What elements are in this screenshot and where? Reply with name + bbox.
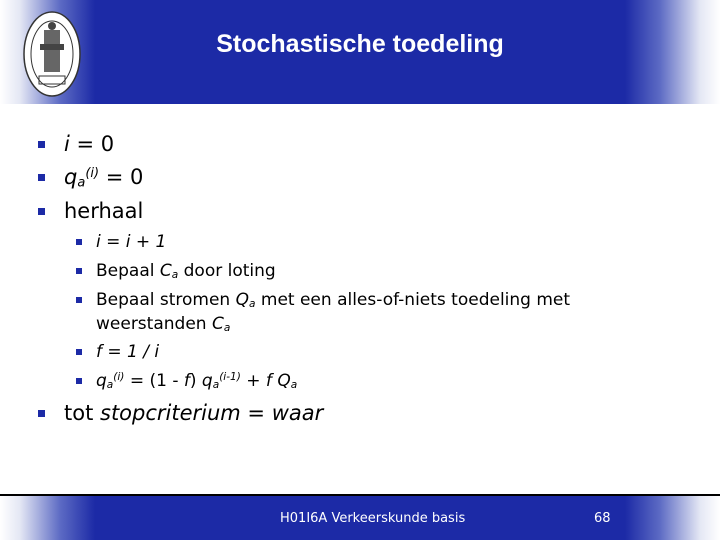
var-q: Q (235, 290, 250, 310)
sub-a: a (212, 379, 220, 392)
var-f: f (183, 371, 190, 391)
var-q-upper: Q (277, 371, 291, 391)
sub-a: a (249, 298, 256, 311)
text: + (240, 371, 266, 391)
sup-i: (i) (113, 371, 125, 384)
bullet-tot-stopcriterium (64, 401, 323, 425)
bullet-marker (76, 268, 82, 274)
sub-a: a (223, 322, 231, 335)
sup-i-minus-1: (i-1) (219, 371, 241, 384)
bullet-marker (38, 410, 45, 417)
text: tot (64, 401, 94, 425)
subbullet-bepaal-q (96, 290, 570, 310)
text: door loting (178, 261, 276, 281)
italic-text: stopcriterium = waar (93, 401, 324, 425)
subbullet-bepaal-q-continued (96, 314, 230, 334)
var-f: f (265, 371, 272, 391)
bullet-marker (76, 239, 82, 245)
text: = 0 (99, 165, 144, 189)
bullet-marker (38, 174, 45, 181)
sup-i: (i) (85, 165, 100, 181)
header-band (0, 0, 720, 104)
text: ) (189, 371, 202, 391)
page-number: 68 (594, 511, 611, 526)
subbullet-bepaal-c (96, 261, 276, 281)
bullet-marker (76, 349, 82, 355)
text: Bepaal (96, 261, 160, 281)
var-i: i (64, 132, 70, 156)
footer-band (0, 494, 720, 540)
bullet-q-zero (64, 165, 143, 189)
text: herhaal (64, 199, 144, 223)
subbullet-increment (96, 232, 166, 252)
text: = 0 (69, 132, 115, 156)
sub-a: a (290, 379, 298, 392)
text: met een alles-of-niets toedeling met (255, 290, 571, 310)
footer-course: H01I6A Verkeerskunde basis (280, 511, 466, 526)
bullet-herhaal (64, 199, 143, 223)
var-c: C (159, 261, 172, 281)
subbullet-f (96, 342, 159, 362)
slide-title: Stochastische toedeling (216, 30, 504, 58)
bullet-marker (38, 141, 45, 148)
sub-a: a (106, 379, 114, 392)
bullet-marker (38, 208, 45, 215)
text: f = 1 / i (96, 342, 160, 362)
bullet-marker (76, 297, 82, 303)
subbullet-update-formula (96, 371, 297, 391)
var-c: C (211, 314, 224, 334)
text: i = i + 1 (96, 232, 167, 252)
text: Bepaal stromen (96, 290, 236, 310)
var-q: q (64, 165, 78, 189)
text: = (1 - (124, 371, 184, 391)
sub-a: a (77, 175, 86, 191)
var-q: q (96, 371, 107, 391)
bullet-i-zero (64, 132, 114, 156)
bullet-marker (76, 378, 82, 384)
text: weerstanden (96, 314, 212, 334)
sub-a: a (171, 269, 179, 282)
var-q: q (201, 371, 213, 391)
